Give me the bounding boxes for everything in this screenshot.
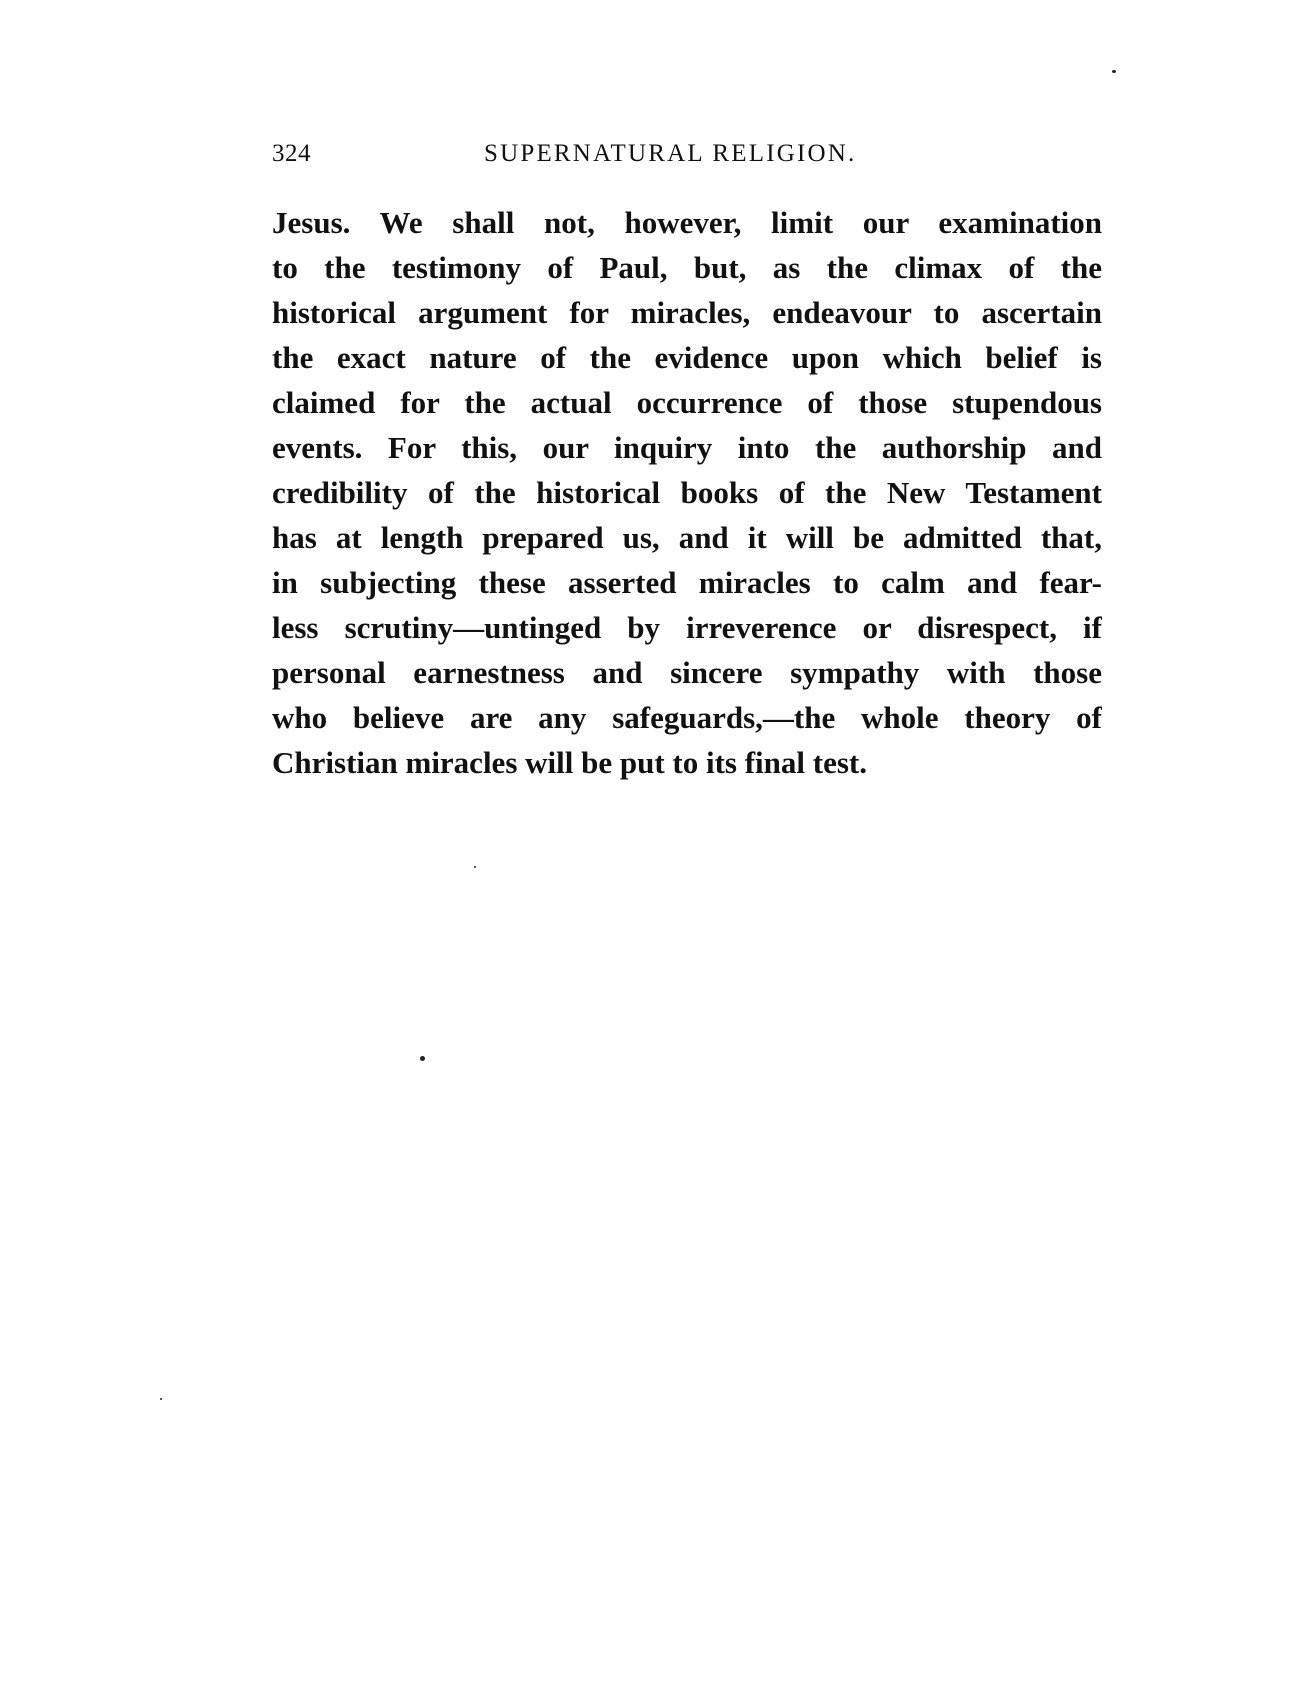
text-line: credibility of the historical books of the New Testament — [272, 475, 1102, 510]
scan-speck — [420, 1056, 425, 1061]
text-line: personal earnestness and sincere sympathy with those — [272, 655, 1102, 690]
running-head — [272, 140, 1092, 180]
text-line: to the testimony of Paul, but, as the climax of the — [272, 250, 1102, 285]
text-line: Christian miracles will be put to its final test. — [272, 745, 867, 780]
page-number: 324 — [272, 140, 311, 167]
text-line: the exact nature of the evidence upon which belief is — [272, 340, 1102, 375]
text-line: events. For this, our inquiry into the authorship and — [272, 430, 1102, 465]
scan-speck — [474, 866, 476, 868]
text-line: Jesus. We shall not, however, limit our examination — [272, 205, 1102, 240]
text-line: less scrutiny—untinged by irreverence or disrespect, if — [272, 610, 1102, 645]
body-paragraph — [272, 200, 1102, 785]
text-line: claimed for the actual occurrence of those stupendous — [272, 385, 1102, 420]
text-line: in subjecting these asserted miracles to calm and fear- — [272, 565, 1102, 600]
scan-speck — [1112, 70, 1116, 73]
scan-speck — [160, 1398, 162, 1400]
text-line: who believe are any safeguards,—the whole theory of — [272, 700, 1102, 735]
text-line: has at length prepared us, and it will be admitted that, — [272, 520, 1102, 555]
running-title: SUPERNATURAL RELIGION. — [484, 140, 857, 167]
text-line: historical argument for miracles, endeavour to ascertain — [272, 295, 1102, 330]
